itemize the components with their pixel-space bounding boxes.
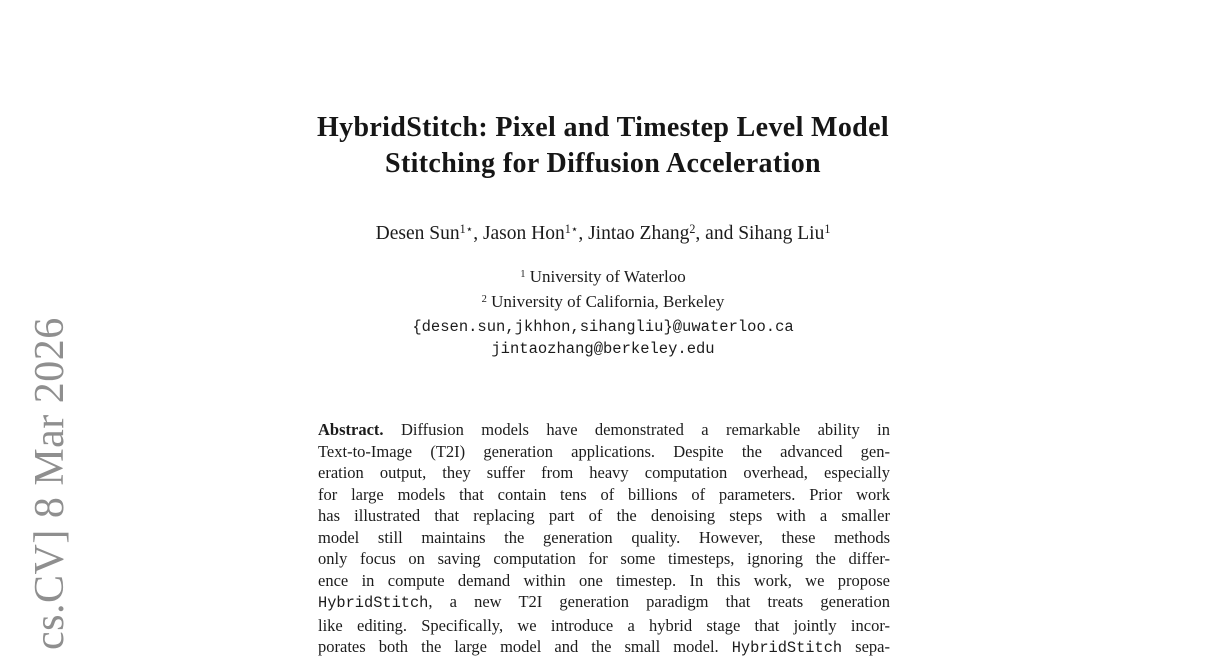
text-span: has illustrated that replacing part of the denoising steps with a smaller (318, 506, 890, 526)
text-span: University of Waterloo (525, 267, 686, 286)
text-span: Text-to-Image (T2I) generation applications. Despite the advanced gen- (318, 441, 890, 461)
mono-text: HybridStitch (318, 594, 429, 613)
paper-title-line2: Stitching for Diffusion Acceleration (385, 147, 821, 179)
abstract-line (318, 527, 890, 549)
paper-title (0, 110, 1206, 181)
abstract-line (318, 636, 890, 660)
arxiv-watermark: cs.CV] 8 Mar 2026 (27, 317, 73, 650)
text-span: sepa- (842, 637, 890, 657)
abstract-line (318, 419, 890, 441)
bold-text: Abstract. (318, 420, 384, 439)
paper-title-line1: HybridStitch: Pixel and Timestep Level Model (316, 112, 890, 143)
superscript: 1 (520, 268, 526, 280)
text-span: , and Sihang Liu (695, 223, 825, 244)
affiliation-waterloo (0, 266, 1206, 291)
text-span: Desen Sun (375, 223, 460, 244)
abstract-line (318, 615, 890, 637)
text-span: eration output, they suffer from heavy computation overhead, especially (318, 463, 890, 483)
text-span: Diffusion models have demonstrated a remarkable ability in (383, 420, 890, 439)
abstract-block (318, 419, 890, 660)
text-span: ence in compute demand within one timestep. In this work, we propose (318, 570, 890, 590)
superscript: 1⋆ (564, 221, 579, 236)
text-span: model still maintains the generation quality. However, these methods (318, 527, 890, 547)
text-span: , a new T2I generation paradigm that treats generation (428, 592, 890, 612)
text-span: , Jason Hon (473, 223, 565, 244)
text-span: University of California, Berkeley (486, 292, 725, 311)
abstract-line (318, 548, 890, 570)
text-span: like editing. Specifically, we introduce a hybrid stage that jointly incor- (318, 615, 890, 635)
text-span: for large models that contain tens of billions of parameters. Prior work (318, 484, 890, 504)
superscript: 2 (689, 221, 696, 236)
email-berkeley: jintaozhang@berkeley.edu (491, 340, 715, 358)
text-span: , Jintao Zhang (578, 223, 690, 244)
affiliation-berkeley (0, 291, 1206, 316)
superscript: 1⋆ (459, 221, 474, 236)
text-span: porates both the large model and the small model. (318, 637, 732, 657)
authors-line (0, 223, 1206, 245)
abstract-line (318, 570, 890, 592)
abstract-line (318, 484, 890, 506)
mono-text: HybridStitch (731, 639, 843, 658)
abstract-line (318, 441, 890, 463)
affiliations-block (0, 266, 1206, 360)
abstract-line (318, 462, 890, 484)
email-waterloo: {desen.sun,jkhhon,sihangliu}@uwaterloo.ca (412, 318, 794, 336)
superscript: 2 (481, 293, 487, 305)
text-span: only focus on saving computation for some timesteps, ignoring the differ- (318, 549, 890, 569)
abstract-line (318, 505, 890, 527)
superscript: 1 (824, 221, 831, 236)
abstract-line (318, 591, 890, 615)
